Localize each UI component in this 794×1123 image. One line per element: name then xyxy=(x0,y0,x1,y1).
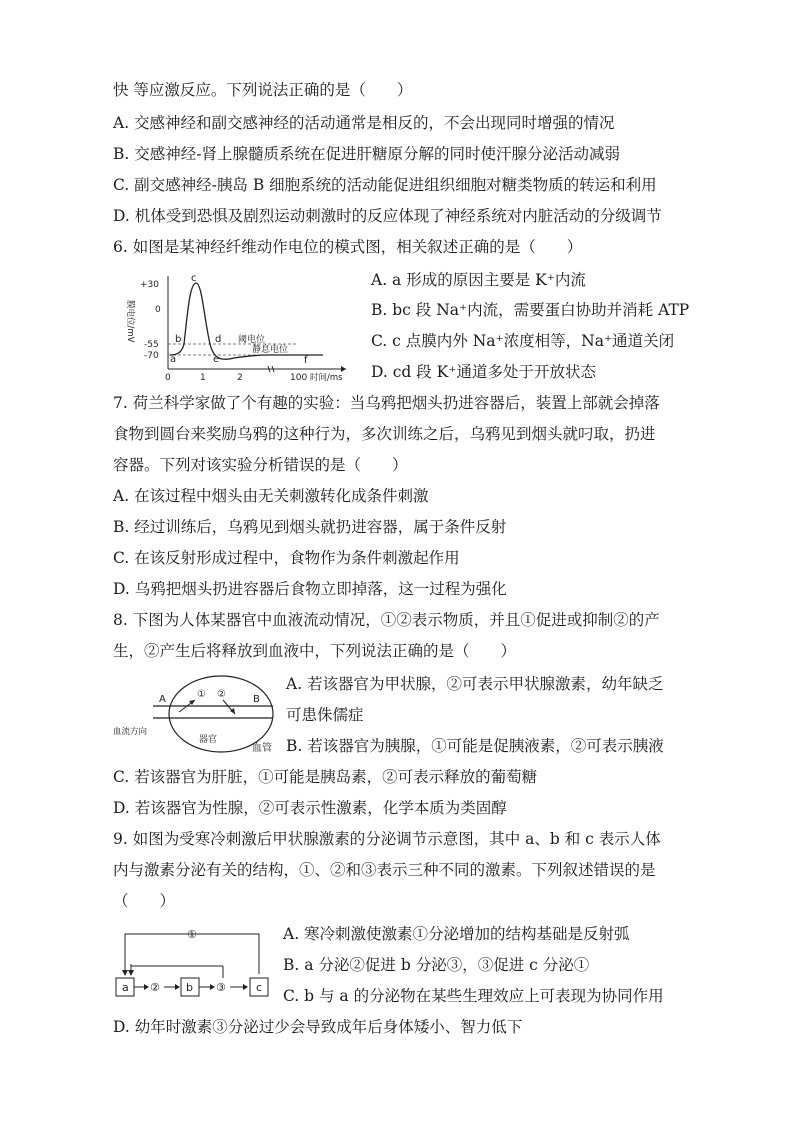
arrowhead-3-to-c xyxy=(243,984,248,990)
q6-option-d[interactable]: D. cd 段 K⁺通道多处于开放状态 xyxy=(371,363,596,381)
q8-option-c[interactable]: C. 若该器官为肝脏，①可能是胰岛素，②可表示释放的葡萄糖 xyxy=(113,768,538,786)
q8-stem-line1: 8. 下图为人体某器官中血液流动情况，①②表示物质，并且①促进或抑制②的产 xyxy=(113,611,660,629)
q8-option-a-line2: 可患侏儒症 xyxy=(286,706,364,724)
label-b: b xyxy=(186,981,193,994)
label-A: A xyxy=(159,694,166,705)
ytick-55: -55 xyxy=(144,340,159,350)
xtick-1: 1 xyxy=(200,373,206,383)
q9-stem-line2: 内与激素分泌有关的结构，①、②和③表示三种不同的激素。下列叙述错误的是 xyxy=(113,861,656,879)
xtick-100: 100 xyxy=(290,373,308,383)
point-e: e xyxy=(213,354,220,365)
feedback-arrowhead xyxy=(122,970,128,976)
label-substance2: ② xyxy=(217,689,226,700)
q7-option-b[interactable]: B. 经过训练后，乌鸦见到烟头就扔进容器，属于条件反射 xyxy=(113,518,507,536)
label-blood-flow: 血流方向 xyxy=(113,727,148,737)
arrowhead-2-to-b xyxy=(175,984,180,990)
label-c: c xyxy=(256,981,263,994)
arrowhead-a-to-2 xyxy=(144,984,149,990)
label-substance1: ① xyxy=(197,689,206,700)
ytick-30: +30 xyxy=(140,280,159,290)
ytick-70: -70 xyxy=(144,351,159,361)
q7-option-d[interactable]: D. 乌鸦把烟头扔进容器后食物立即掉落，这一过程为强化 xyxy=(113,580,507,598)
q8-option-a-line1[interactable]: A. 若该器官为甲状腺，②可表示甲状腺激素，幼年缺乏 xyxy=(286,675,664,693)
q5-option-a[interactable]: A. 交感神经和副交感神经的活动通常是相反的，不会出现同时增强的情况 xyxy=(113,114,615,132)
q9-stem-line1: 9. 如图为受寒冷刺激后甲状腺激素的分泌调节示意图，其中 a、b 和 c 表示人体 xyxy=(113,830,661,848)
q5-stem-end: 快 等应激反应。下列说法正确的是（ ） xyxy=(113,81,413,99)
q7-option-a[interactable]: A. 在该过程中烟头由无关刺激转化成条件刺激 xyxy=(113,487,429,505)
label-hormone2: ② xyxy=(150,981,160,994)
label-hormone1: ① xyxy=(187,928,197,941)
point-a: a xyxy=(170,354,177,365)
q5-option-c[interactable]: C. 副交感神经-胰岛 B 细胞系统的活动能促进组织细胞对糖类物质的转运和利用 xyxy=(113,176,657,194)
point-b: b xyxy=(175,334,182,345)
label-a: a xyxy=(122,981,129,994)
point-f: f xyxy=(304,355,308,366)
q9-option-a[interactable]: A. 寒冷刺激使激素①分泌增加的结构基础是反射弧 xyxy=(283,925,630,943)
action-potential-figure xyxy=(118,268,358,386)
x-axis-label: 时间/ms xyxy=(310,373,343,383)
q8-option-d[interactable]: D. 若该器官为性腺，②可表示性激素，化学本质为类固醇 xyxy=(113,799,507,817)
x-axis-arrow xyxy=(341,366,346,372)
q7-stem-line3: 容器。下列对该实验分析错误的是（ ） xyxy=(113,456,408,474)
q5-option-d[interactable]: D. 机体受到恐惧及剧烈运动刺激时的反应体现了神经系统对内脏活动的分级调节 xyxy=(113,207,662,225)
q6-option-a[interactable]: A. a 形成的原因主要是 K⁺内流 xyxy=(371,271,586,289)
label-organ: 器官 xyxy=(199,735,218,745)
q6-option-c[interactable]: C. c 点膜内外 Na⁺浓度相等，Na⁺通道关闭 xyxy=(371,332,675,350)
action-potential-curve xyxy=(170,283,323,359)
thyroid-regulation-figure xyxy=(113,922,273,1002)
label-B: B xyxy=(253,694,260,705)
y-axis-label: 膜电位/mV xyxy=(125,300,135,343)
label-vessel: 血管 xyxy=(252,743,272,754)
q5-option-b[interactable]: B. 交感神经-肾上腺髓质系统在促进肝糖原分解的同时使汗腺分泌活动减弱 xyxy=(113,145,620,163)
q9-stem-line3: （ ） xyxy=(113,892,176,910)
q6-option-b[interactable]: B. bc 段 Na⁺内流，需要蛋白协助并消耗 ATP xyxy=(371,301,690,319)
point-c: c xyxy=(191,273,197,284)
ytick-0: 0 xyxy=(155,305,161,315)
threshold-label: 阈电位 xyxy=(238,335,266,345)
q7-stem-line2: 食物到圆台来奖励乌鸦的这种行为，多次训练之后，乌鸦见到烟头就叼取，扔进 xyxy=(113,425,656,443)
point-d: d xyxy=(215,334,222,345)
xtick-2: 2 xyxy=(237,373,243,383)
resting-label: 静息电位 xyxy=(252,345,289,355)
q7-stem-line1: 7. 荷兰科学家做了个有趣的实验：当乌鸦把烟头扔进容器后，装置上部就会掉落 xyxy=(113,394,660,412)
q9-option-b[interactable]: B. a 分泌②促进 b 分泌③，③促进 c 分泌① xyxy=(283,956,590,974)
q6-stem: 6. 如图是某神经纤维动作电位的模式图，相关叙述正确的是（ ） xyxy=(113,238,583,256)
label-hormone3: ③ xyxy=(216,981,226,994)
q9-option-d[interactable]: D. 幼年时激素③分泌过少会导致成年后身体矮小、智力低下 xyxy=(113,1018,523,1036)
inner-loop-arrowhead xyxy=(128,970,134,976)
xtick-0: 0 xyxy=(165,373,171,383)
q7-option-c[interactable]: C. 在该反射形成过程中，食物作为条件刺激起作用 xyxy=(113,549,460,567)
arrowhead-b-to-3 xyxy=(210,984,215,990)
q9-option-c[interactable]: C. b 与 a 的分泌物在某些生理效应上可表现为协同作用 xyxy=(283,987,664,1005)
q8-stem-line2: 生，②产生后将释放到血液中，下列说法正确的是（ ） xyxy=(113,642,517,660)
q8-option-b[interactable]: B. 若该器官为胰腺，①可能是促胰液素，②可表示胰液 xyxy=(286,737,664,755)
